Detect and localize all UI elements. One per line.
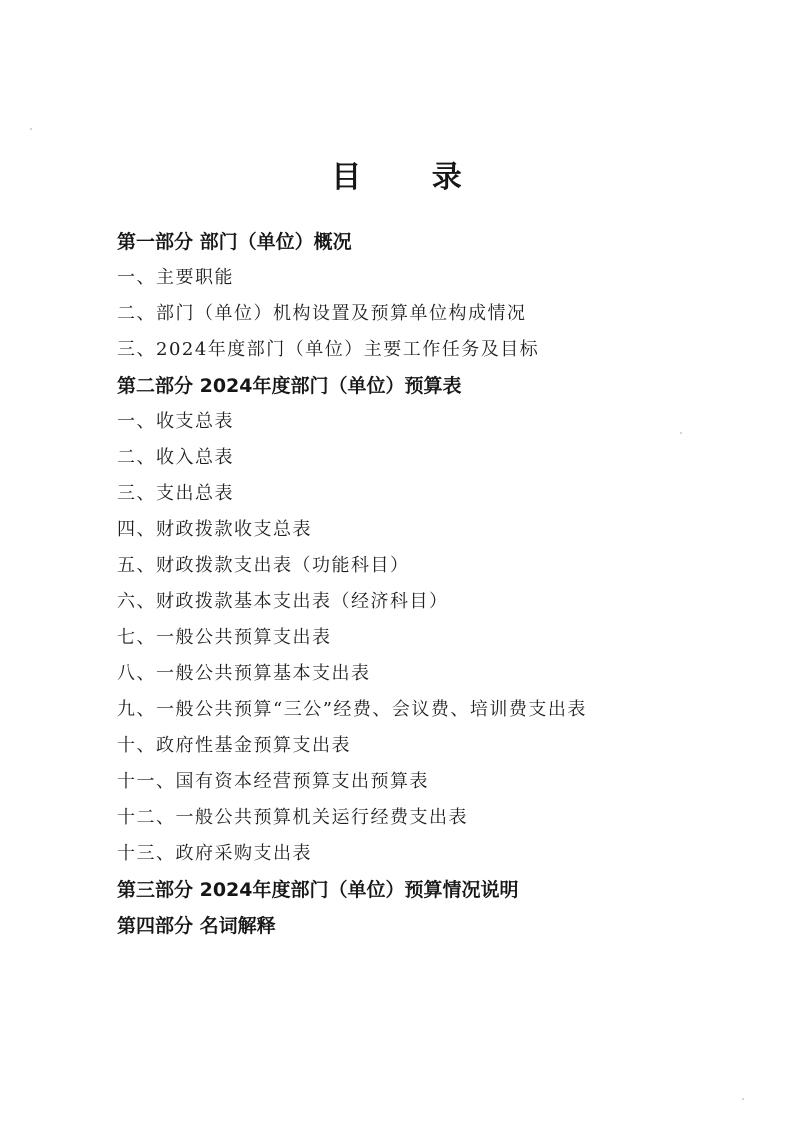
toc-item-1-2: 二、部门（单位）机构设置及预算单位构成情况 [117, 303, 527, 324]
scan-speck [680, 432, 682, 434]
toc-item-2-13: 十三、政府采购支出表 [117, 843, 312, 864]
toc-item-1-1: 一、主要职能 [117, 267, 234, 288]
toc-item-2-6: 六、财政拨款基本支出表（经济科目） [117, 591, 449, 612]
toc-item-2-5: 五、财政拨款支出表（功能科目） [117, 555, 410, 576]
toc-item-2-3: 三、支出总表 [117, 483, 234, 504]
page-title: 目 录 [331, 160, 492, 195]
toc-part-2: 第二部分 2024年度部门（单位）预算表 [117, 375, 462, 397]
toc-item-2-1: 一、收支总表 [117, 411, 234, 432]
toc-item-2-11: 十一、国有资本经营预算支出预算表 [117, 771, 429, 792]
toc-item-2-8: 八、一般公共预算基本支出表 [117, 663, 371, 684]
toc-item-2-2: 二、收入总表 [117, 447, 234, 468]
toc-item-1-3: 三、2024年度部门（单位）主要工作任务及目标 [117, 339, 540, 360]
toc-part-1: 第一部分 部门（单位）概况 [117, 231, 352, 253]
table-of-contents [117, 228, 757, 948]
toc-item-2-10: 十、政府性基金预算支出表 [117, 735, 351, 756]
toc-item-2-9: 九、一般公共预算“三公”经费、会议费、培训费支出表 [117, 699, 587, 720]
toc-part-4: 第四部分 名词解释 [117, 915, 276, 937]
scan-speck [742, 1098, 744, 1100]
scan-speck [30, 128, 32, 130]
toc-item-2-4: 四、财政拨款收支总表 [117, 519, 312, 540]
toc-item-2-12: 十二、一般公共预算机关运行经费支出表 [117, 807, 468, 828]
toc-item-2-7: 七、一般公共预算支出表 [117, 627, 332, 648]
toc-part-3: 第三部分 2024年度部门（单位）预算情况说明 [117, 879, 519, 901]
